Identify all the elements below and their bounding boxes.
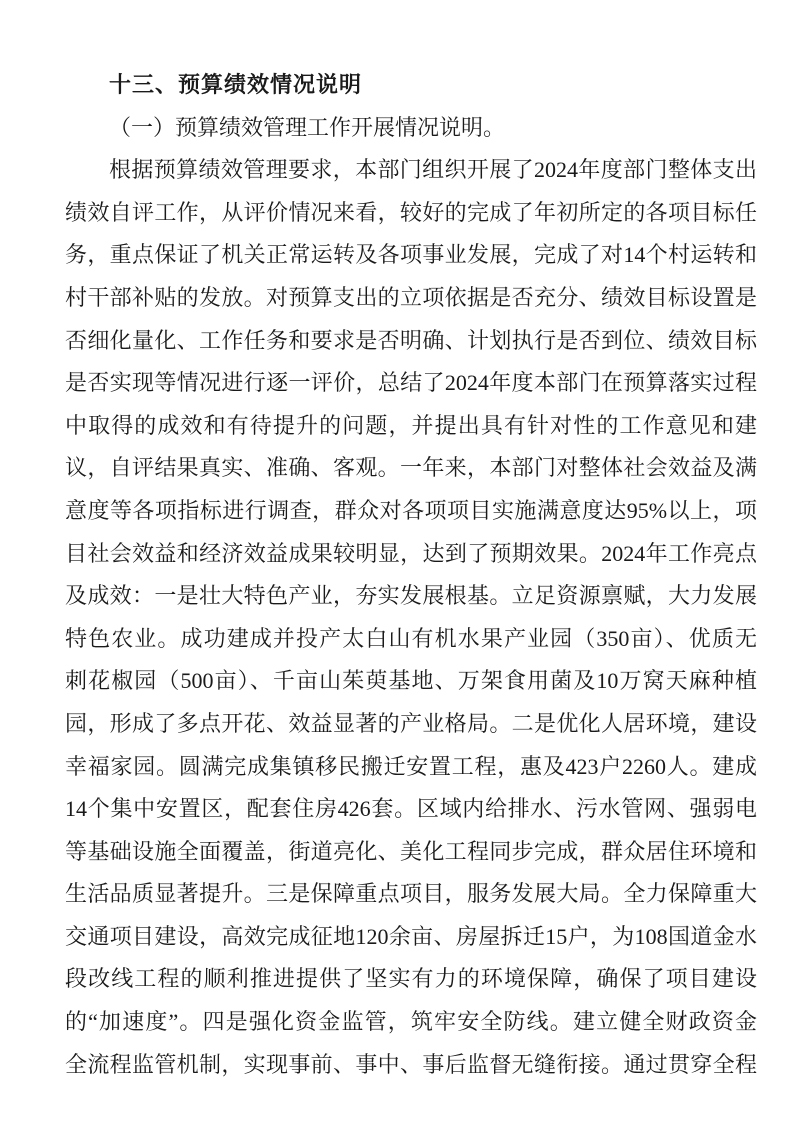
section-heading: 十三、预算绩效情况说明 [109,72,363,97]
paragraph-line: 园，形成了多点开花、效益显著的产业格局。二是优化人居环境，建设 [65,710,757,736]
paragraph-line: 绩效自评工作，从评价情况来看，较好的完成了年初所定的各项目标任 [65,199,757,225]
paragraph-line: 特色农业。成功建成并投产太白山有机水果产业园（350亩）、优质无 [65,625,757,651]
paragraph-line: 生活品质显著提升。三是保障重点项目，服务发展大局。全力保障重大 [65,881,757,907]
paragraph-line: 及成效：一是壮大特色产业，夯实发展根基。立足资源禀赋，大力发展 [65,583,757,609]
paragraph-line: 中取得的成效和有待提升的问题，并提出具有针对性的工作意见和建 [65,412,757,438]
paragraph-line: 交通项目建设，高效完成征地120余亩、房屋拆迁15户，为108国道金水 [65,923,757,949]
paragraph-line: 意度等各项指标进行调查，群众对各项项目实施满意度达95%以上，项 [65,497,757,523]
paragraph-line: 议，自评结果真实、准确、客观。一年来，本部门对整体社会效益及满 [65,455,757,481]
paragraph-line: 否细化量化、工作任务和要求是否明确、计划执行是否到位、绩效目标 [65,327,757,353]
paragraph-line: 刺花椒园（500亩）、千亩山茱萸基地、万架食用菌及10万窝天麻种植 [65,668,757,694]
paragraph-line: 是否实现等情况进行逐一评价，总结了2024年度本部门在预算落实过程 [65,370,757,396]
paragraph-line: 段改线工程的顺利推进提供了坚实有力的环境保障，确保了项目建设 [65,966,757,992]
paragraph-line: 全流程监管机制，实现事前、事中、事后监督无缝衔接。通过贯穿全程 [65,1051,757,1077]
paragraph-line: 务，重点保证了机关正常运转及各项事业发展，完成了对14个村运转和 [65,242,757,268]
paragraph-line: 根据预算绩效管理要求，本部门组织开展了2024年度部门整体支出 [109,157,757,183]
subsection-heading: （一）预算绩效管理工作开展情况说明。 [109,114,506,140]
text-column [65,64,757,1086]
paragraph-line: 村干部补贴的发放。对预算支出的立项依据是否充分、绩效目标设置是 [65,284,757,310]
paragraph-line: 14个集中安置区，配套住房426套。区域内给排水、污水管网、强弱电 [65,796,757,822]
paragraph-line: 的“加速度”。四是强化资金监管，筑牢安全防线。建立健全财政资金 [65,1009,757,1035]
paragraph-line: 等基础设施全面覆盖，街道亮化、美化工程同步完成，群众居住环境和 [65,838,757,864]
body-paragraph [65,149,757,1086]
paragraph-line: 目社会效益和经济效益成果较明显，达到了预期效果。2024年工作亮点 [65,540,757,566]
paragraph-line: 幸福家园。圆满完成集镇移民搬迁安置工程，惠及423户2260人。建成 [65,753,757,779]
